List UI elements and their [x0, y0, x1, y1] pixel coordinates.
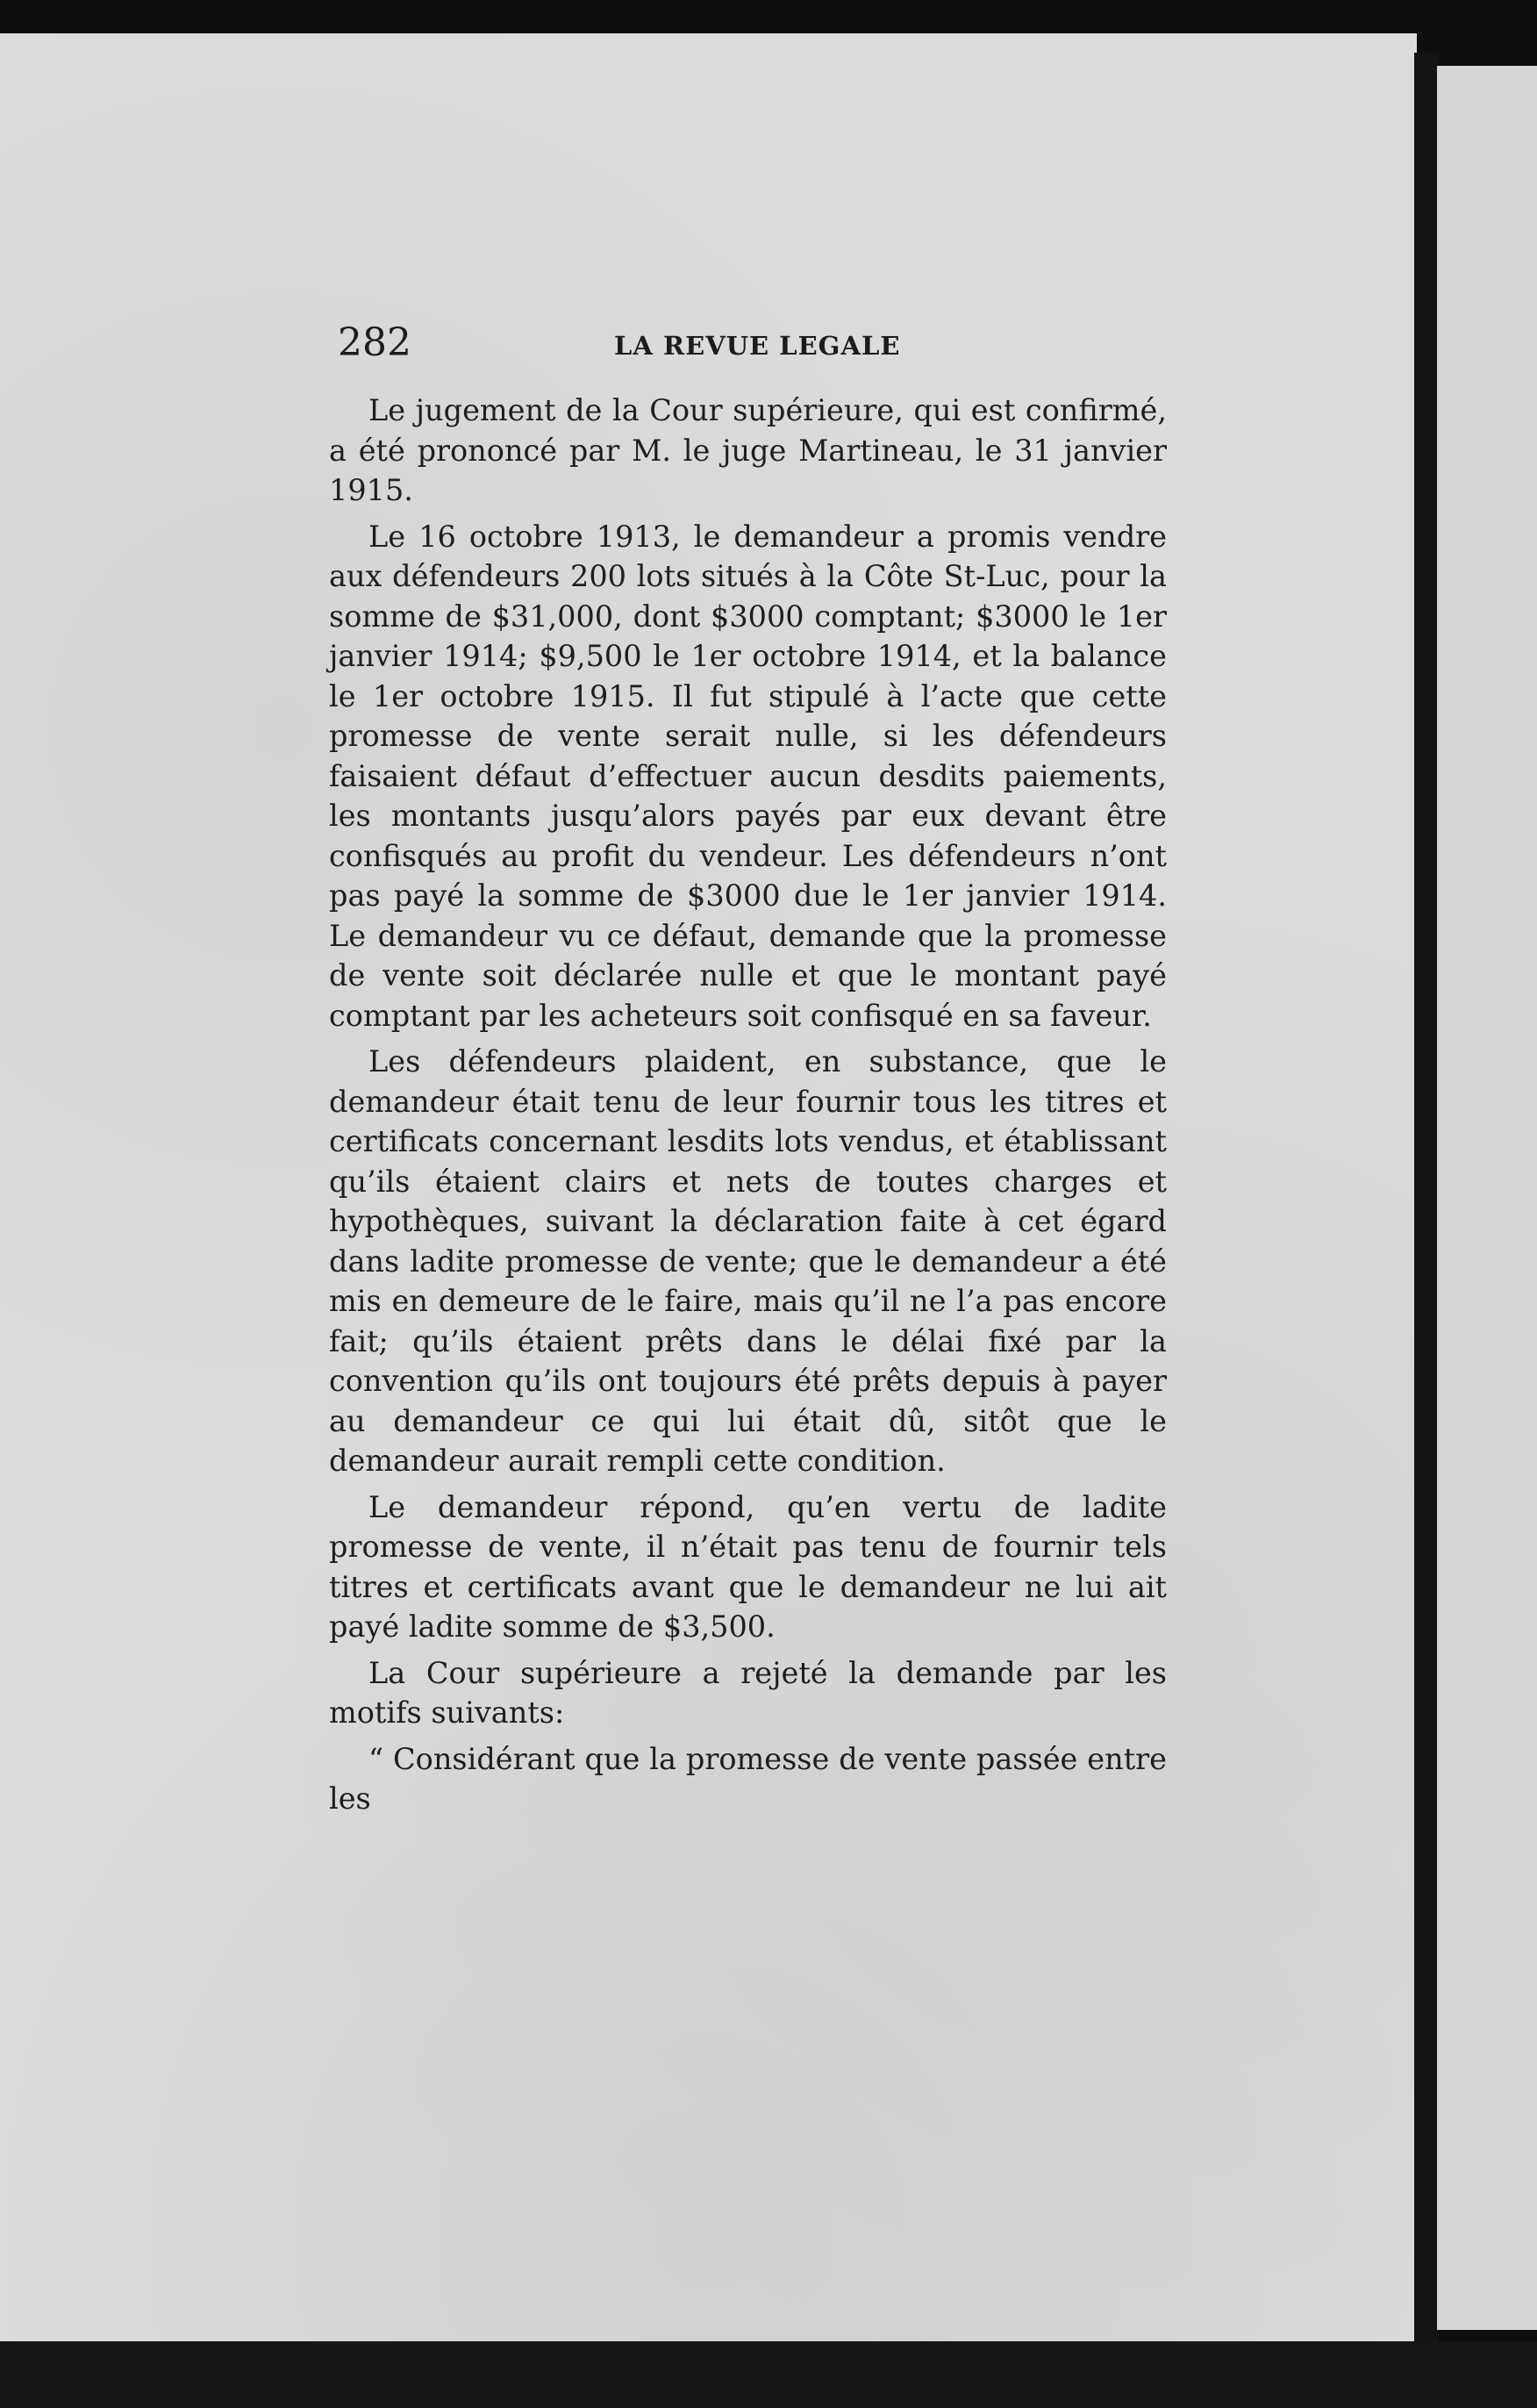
running-header — [338, 320, 1215, 373]
paragraph-considerant: “ Considérant que la promesse de vente passée entre les — [329, 1741, 1167, 1816]
paragraph-ruling: La Cour supérieure a rejeté la demande par les motifs suivants: — [329, 1655, 1167, 1730]
scan-bottom-border — [0, 2341, 1537, 2408]
paragraph-judgment-intro: Le jugement de la Cour supérieure, qui est confirmé, a été prononcé par M. le juge Martineau, le 31 janvier 1915. — [329, 393, 1167, 507]
paragraph-facts: Le 16 octobre 1913, le demandeur a promis vendre aux défendeurs 200 lots situés à la Côte St-Luc, pour la somme de $31,000, dont $3000 comptant; $3000 le 1er janvier 1914; $9,500 le 1er octobre 1914, et la balance le 1er octobre 1915. Il fut stipulé à l’acte que cette promesse de vente serait nulle, si les défendeurs faisaient défaut d’effectuer aucun desdits paiements, les montants jusqu’alors payés par eux devant être confisqués au profit du vendeur. Les défendeurs n’ont pas payé la somme de $3000 due le 1er janvier 1914. Le demandeur vu ce défaut, demande que la promesse de vente soit déclarée nulle et que le montant payé comptant par les acheteurs soit confisqué en sa faveur. — [329, 519, 1167, 1033]
adjacent-page-edge — [1437, 66, 1537, 2330]
book-gutter — [1414, 53, 1439, 2352]
journal-title: LA REVUE LEGALE — [614, 331, 901, 361]
paragraph-defense: Les défendeurs plaident, en substance, que le demandeur était tenu de leur fournir tous les titres et certificats concernant lesdits lots vendus, et établissant qu’ils étaient clairs et nets de toutes charges et hypothèques, suivant la déclaration faite à cet égard dans ladite promesse de vente; que le demandeur a été mis en demeure de le faire, mais qu’il ne l’a pas encore fait; qu’ils étaient prêts dans le délai fixé par la convention qu’ils ont toujours été prêts depuis à payer au demandeur ce qui lui était dû, sitôt que le demandeur aurait rempli cette condition. — [329, 1044, 1167, 1478]
page-number: 282 — [338, 320, 411, 365]
paragraph-reply: Le demandeur répond, qu’en vertu de ladite promesse de vente, il n’était pas tenu de fournir tels titres et certificats avant que le demandeur ne lui ait payé ladite somme de $3,500. — [329, 1489, 1167, 1644]
body-text — [329, 391, 1167, 1825]
